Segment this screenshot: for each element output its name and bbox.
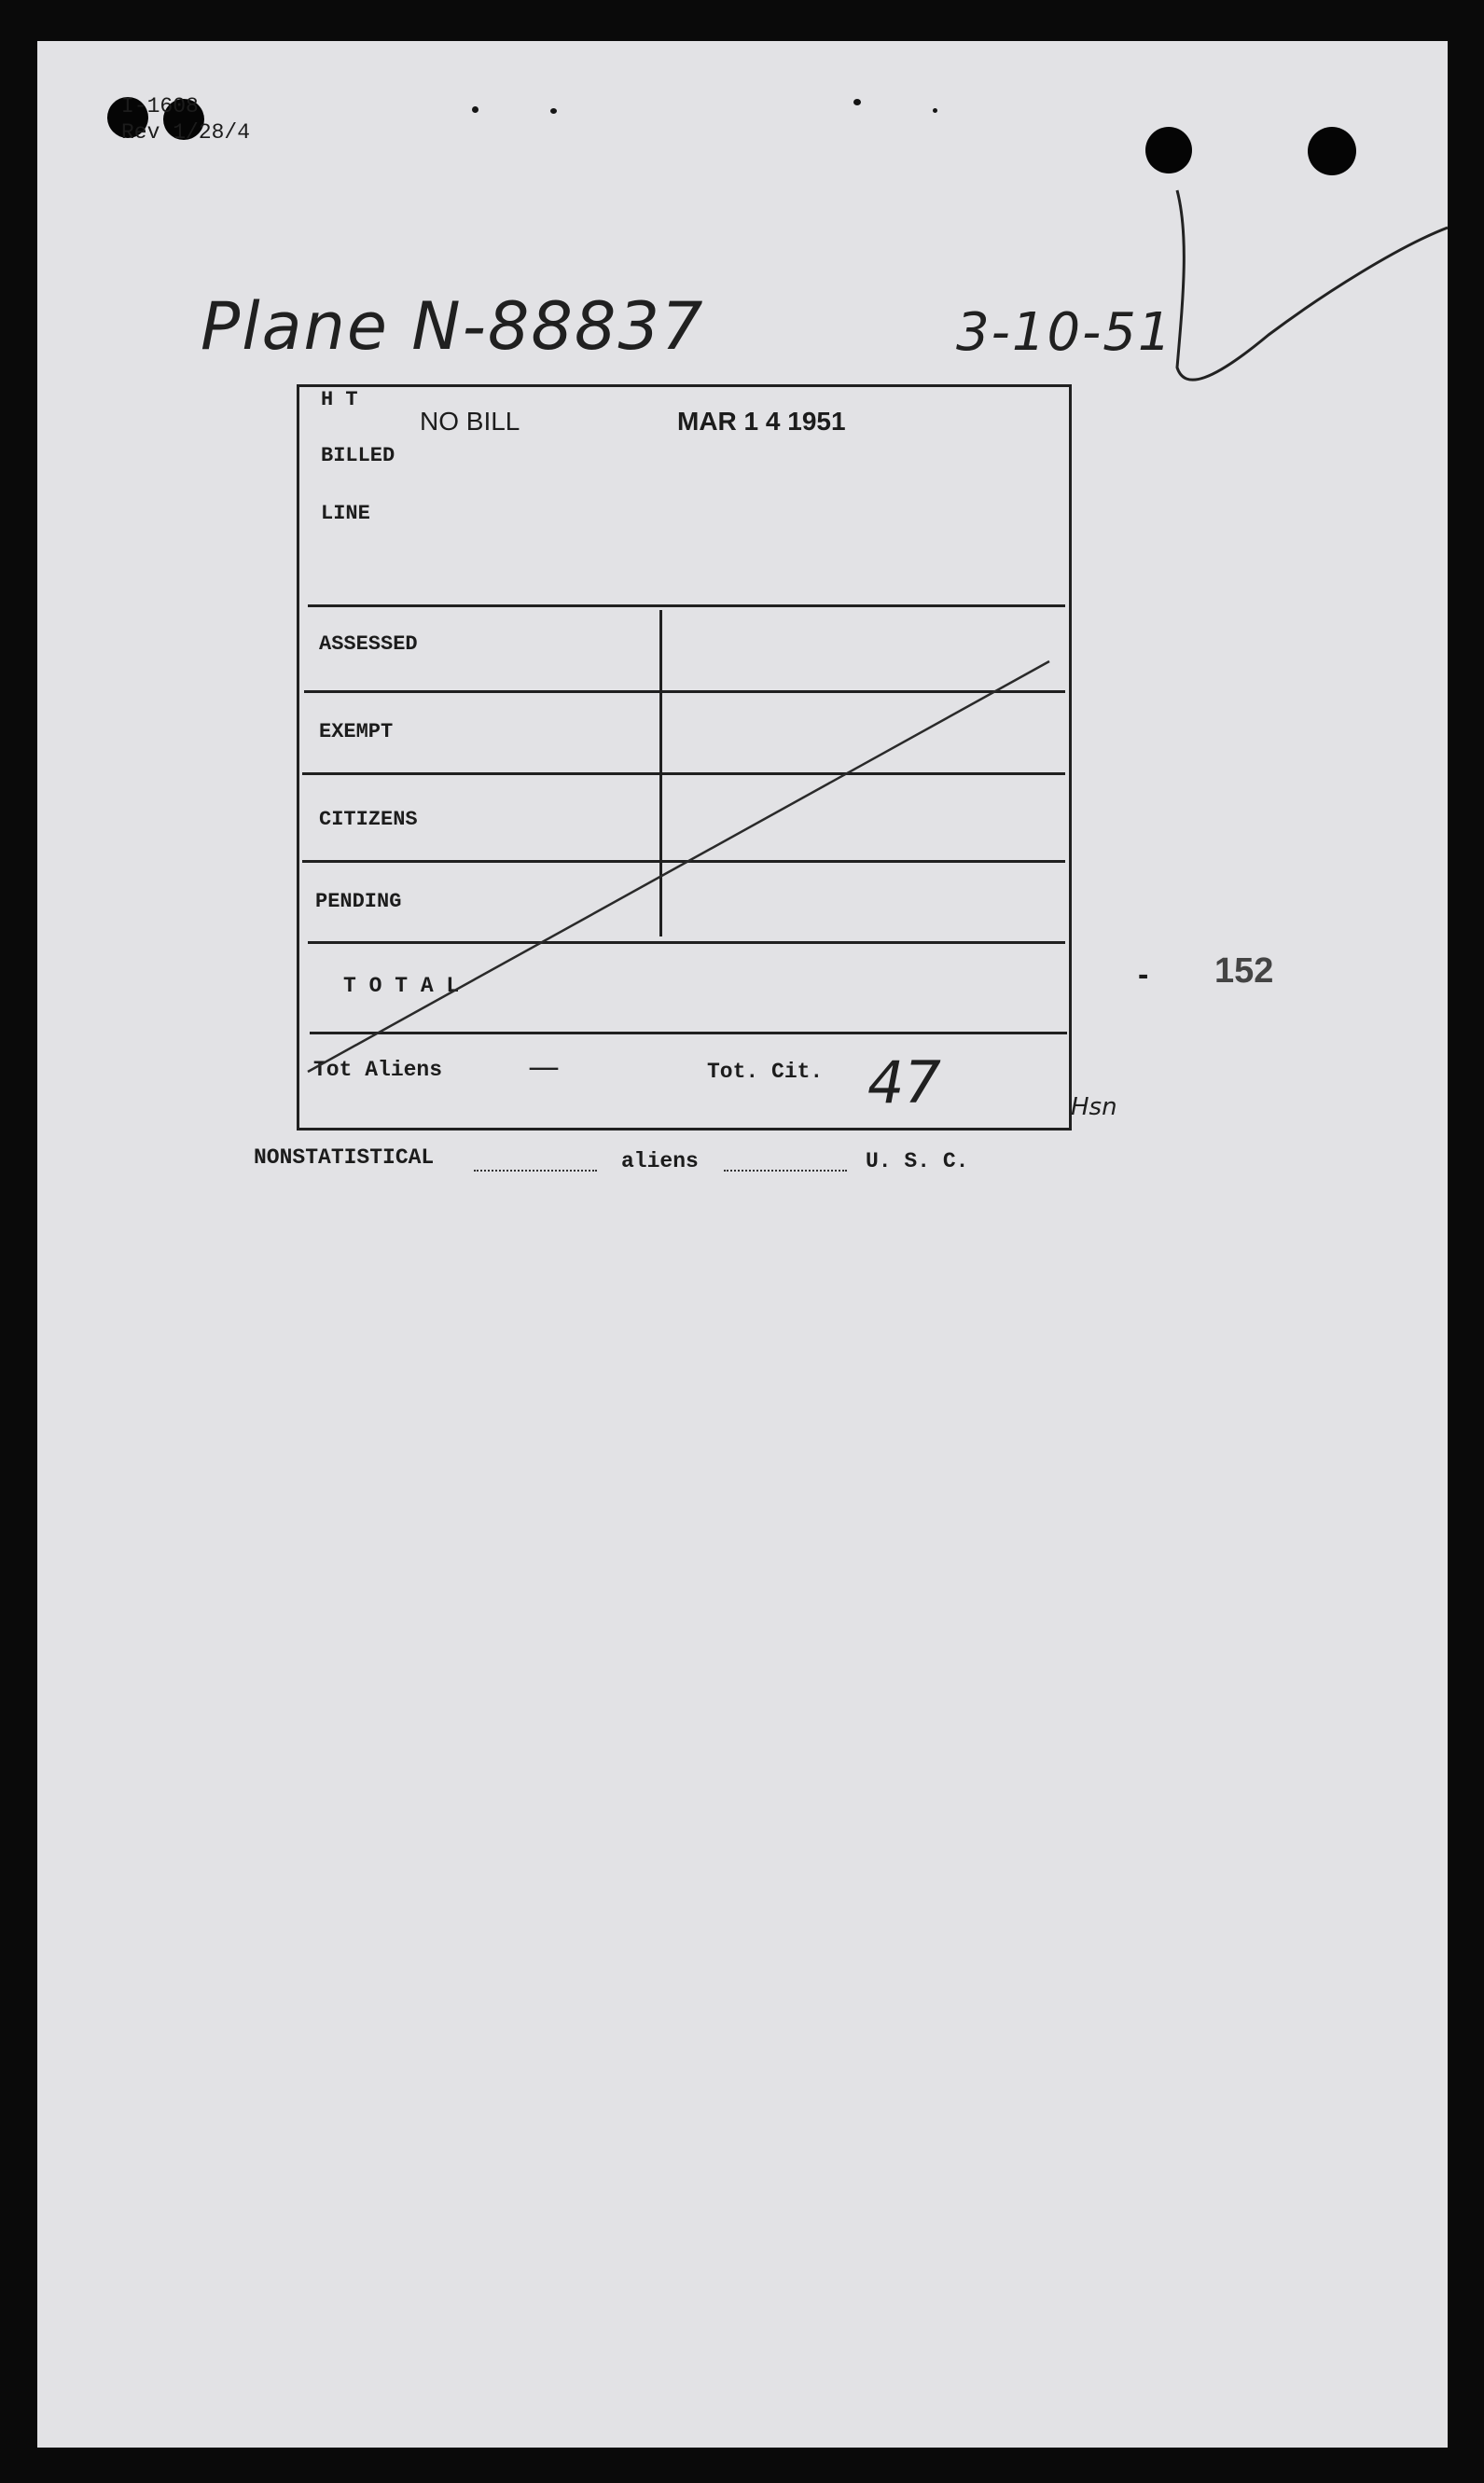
initials: Hsn bbox=[1071, 1093, 1117, 1121]
speck bbox=[472, 106, 478, 113]
usc-label: U. S. C. bbox=[866, 1149, 969, 1173]
plane-number: Plane N-88837 bbox=[201, 288, 705, 365]
row-pending: PENDING bbox=[315, 890, 402, 913]
label-line: LINE bbox=[321, 502, 370, 525]
speck bbox=[933, 108, 937, 113]
handwritten-date: 3-10-51 bbox=[956, 302, 1173, 363]
aliens-label: aliens bbox=[621, 1149, 699, 1173]
row-exempt: EXEMPT bbox=[319, 720, 394, 743]
label-ht: H T bbox=[321, 388, 358, 411]
no-bill-stamp: NO BILL bbox=[420, 407, 520, 436]
margin-dash: - bbox=[1138, 957, 1149, 992]
tot-cit-label: Tot. Cit. bbox=[707, 1060, 824, 1084]
check-mark bbox=[1119, 134, 1448, 433]
label-billed: BILLED bbox=[321, 444, 395, 467]
date-stamp: MAR 1 4 1951 bbox=[677, 407, 846, 436]
tot-aliens-label: Tot Aliens bbox=[313, 1058, 443, 1082]
divider-header bbox=[308, 604, 1065, 607]
form-number-line1: I-1608 bbox=[121, 94, 199, 118]
row-citizens: CITIZENS bbox=[319, 808, 418, 831]
speck bbox=[550, 108, 557, 114]
tot-aliens-value: — bbox=[528, 1048, 560, 1086]
tot-cit-value: 47 bbox=[867, 1048, 941, 1117]
page-number: 152 bbox=[1214, 951, 1274, 991]
form-number-line2: Rev 1/28/4 bbox=[121, 120, 251, 145]
total-label: T O T A L bbox=[343, 974, 460, 998]
table-top-border bbox=[297, 384, 1072, 387]
aliens-blank bbox=[724, 1170, 847, 1172]
strike-through-line bbox=[298, 619, 1073, 1086]
speck bbox=[853, 99, 861, 105]
form-number bbox=[121, 93, 250, 146]
document-page bbox=[37, 41, 1448, 2448]
nonstatistical-label: NONSTATISTICAL bbox=[254, 1145, 435, 1170]
nonstatistical-blank bbox=[474, 1170, 597, 1172]
table-bottom-border bbox=[297, 1128, 1072, 1131]
row-assessed: ASSESSED bbox=[319, 632, 418, 656]
